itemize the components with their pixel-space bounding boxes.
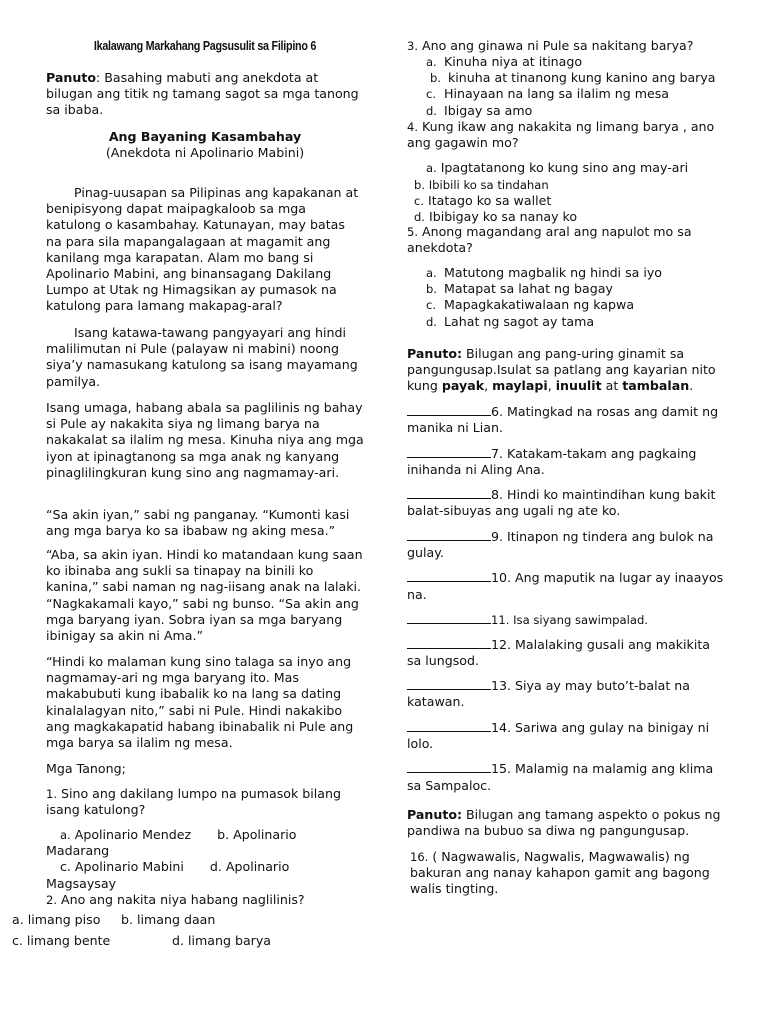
option-text: Ibigay sa amo [444,102,533,118]
instructions-text: : Basahing mabuti ang anekdota at bilugan ang titik ng tamang sagot sa mga tanong sa ibaba. [46,70,359,118]
item-text: Isa siyang sawimpalad. [509,612,648,627]
question-text: Kung ikaw ang nakakita ng limang barya , ano ang gagawin mo? [407,119,715,151]
option-text: Hinayaan na lang sa ilalim ng mesa [444,86,669,102]
instructions-label: Panuto [46,70,96,85]
question-4-option-a [426,160,726,176]
fill-in-item [407,446,727,488]
option-letter: c. [426,298,436,313]
question-4-option-b [414,177,724,193]
fill-in-item [407,487,727,529]
question-4-option-c [414,193,724,209]
option-letter: b. [426,282,437,297]
option-text: Ipagtatanong ko kung sino ang may-ari [440,160,689,175]
item-text: Ang maputik na lugar ay inaayos na. [407,570,724,602]
instructions-text: Bilugan ang pang-uring ginamit sa pangungusap.Isulat sa patlang ang kayarian nito kung [407,346,716,394]
question-number: 1. [46,787,57,801]
option-text: Lahat ng sagot ay tama [444,313,595,329]
option-c-text: c. Apolinario Mabini [60,859,184,875]
fill-in-item [407,404,727,446]
option-text: Matapat sa lahat ng bagay [444,281,613,297]
item-number: 12. [491,636,512,652]
fill-in-item [407,529,727,571]
instructions-label: Panuto: [407,807,463,822]
question-number: 3. [407,39,418,53]
option-a-text: Apolinario Mendez [74,827,192,842]
answer-blank[interactable] [407,612,491,624]
item-number: 9. [491,528,504,544]
item-number: 15. [491,761,512,777]
option-letter: b. [414,178,426,192]
question-3-options [426,54,726,119]
option-letter: d. [426,314,437,329]
story-title: Ang Bayaning Kasambahay [108,129,302,144]
fill-in-item [407,720,727,762]
question-2-option-c: c. limang bente [12,933,111,948]
option-text: kinuha at tinanong kung kanino ang barya [448,70,716,86]
item-text: Hindi ko maintindihan kung bakit balat-sibuyas ang ugali ng ate ko. [407,487,716,519]
question-3 [407,38,727,54]
separator: , [484,378,493,394]
question-5 [407,224,727,256]
answer-blank[interactable] [407,487,491,499]
answer-blank[interactable] [407,637,491,649]
question-5-options [426,265,726,330]
separator: , [547,378,556,394]
item-number: 14. [491,719,512,735]
option-b-text: b. Apolinario [217,827,297,842]
question-2-option-a: a. limang piso [12,912,101,927]
option-text: Matutong magbalik ng hindi sa iyo [444,265,663,280]
exam-title: Ikalawang Markahang Pagsusulit sa Filipino 6 [93,39,317,53]
option-d-text: d. Apolinario [209,859,290,875]
question-number: 4. [407,120,418,134]
item-text: Katakam-takam ang pagkaing inihanda ni Aling Ana. [407,445,697,477]
question-number: 2. [46,893,57,907]
option-b-continued: Madarang [46,843,110,859]
question-4 [407,119,727,151]
question-text: Ano ang ginawa ni Pule sa nakitang barya? [422,38,694,53]
keyword-inuulit: inuulit [555,378,602,394]
item-text: Matingkad na rosas ang damit ng manika ni Lian. [407,404,719,436]
fill-in-item [407,637,727,679]
separator: at [601,378,623,394]
option-letter: c. [426,87,436,102]
story-paragraph-3: Isang umaga, habang abala sa paglilinis ng bahay si Pule ay nakakita siya ng limang barya na nakakalat sa ilalim ng mesa. Kinuha niya ang mga iyon at ipinagtanong sa mga anak ng kanyang pinaglilingkuran kung sino ang nagmamay-ari. [46,400,364,480]
question-text: Sino ang dakilang lumpo na pumasok bilang isang katulong? [46,786,341,818]
fill-in-item [407,570,727,612]
question-number: 5. [407,225,418,239]
questions-heading: Mga Tanong; [46,761,126,776]
answer-blank[interactable] [407,529,491,541]
separator: . [689,378,694,394]
fill-in-list [407,404,727,803]
instructions-1 [46,70,364,119]
question-2-option-d: d. limang barya [172,933,272,948]
fill-in-item [407,612,727,637]
item-number: 6. [491,404,504,419]
keyword-maylapi: maylapi [492,378,548,394]
instructions-3 [407,807,727,839]
story-subtitle: (Anekdota ni Apolinario Mabini) [105,145,305,161]
option-text: Kinuha niya at itinago [444,54,583,69]
question-2-option-b: b. limang daan [121,912,216,927]
item-number: 10. [491,570,512,586]
option-letter: d. [414,210,425,224]
fill-in-item [407,678,727,720]
question-text: Ano ang nakita niya habang naglilinis? [61,892,305,907]
option-text: Ibibili ko sa tindahan [428,178,549,192]
story-paragraph-6: “Hindi ko malaman kung sino talaga sa inyo ang nagmamay-ari ng mga baryang ito. Mas makabubuti kung ibabalik ko na lang sa dating kinalalagyan nito,” sabi ni Pule. Hindi nakakibo ang magkakapatid habang ibinabalik ni Pule ang mga barya sa ilalim ng mesa. [46,654,354,751]
option-letter: a. [426,266,437,280]
option-a-letter: a. [60,828,71,842]
item-text: Itinapon ng tindera ang bulok na gulay. [407,528,714,560]
question-2 [46,892,364,908]
question-text: ( Nagwawalis, Nagwalis, Magwawalis) ng bakuran ang nanay kahapon gamit ang bagong walis tingting. [410,849,710,897]
option-d-continued: Magsaysay [46,875,117,891]
option-text: Mapagkakatiwalaan ng kapwa [444,297,635,313]
item-number: 11. [491,612,510,627]
instructions-text: Bilugan ang tamang aspekto o pokus ng pandiwa na bubuo sa diwa ng pangungusap. [407,807,721,839]
question-1 [46,786,364,818]
answer-blank[interactable] [407,720,491,732]
story-heading [46,129,364,161]
question-1-options [46,827,364,892]
answer-blank[interactable] [407,761,491,773]
option-text: Ibibigay ko sa nanay ko [428,209,578,224]
keyword-payak: payak [441,378,485,394]
question-4-option-d [414,209,724,225]
item-text: Siya ay may buto’t-balat na katawan. [407,678,690,710]
story-paragraph-5: “Aba, sa akin iyan. Hindi ko matandaan kung saan ko ibinaba ang sukli sa tinapay na binili ko kanina,” sabi naman ng nag-iisang anak na lalaki. “Nagkakamali kayo,” sabi ng bunso. “Sa akin ang mga baryang iyan. Sobra iyan sa mga baryang ibinigay sa akin ni Ama.” [46,547,363,644]
option-letter: d. [426,103,437,118]
story-paragraph-2: Isang katawa-tawang pangyayari ang hindi malilimutan ni Pule (palayaw ni mabini) noong siya’y namasukang katulong sa isang mayamang pamilya. [46,325,358,389]
question-text: Anong magandang aral ang napulot mo sa anekdota? [407,224,692,256]
instructions-2 [407,346,727,395]
item-text: Malamig na malamig ang klima sa Sampaloc. [407,761,714,793]
instructions-label: Panuto: [407,346,463,361]
option-letter: a. [426,161,437,175]
story-paragraph-4: “Sa akin iyan,” sabi ng panganay. “Kumonti kasi ang mga barya ko sa ibabaw ng aking mesa.” [46,507,350,539]
answer-blank[interactable] [407,446,491,458]
item-text: Sariwa ang gulay na binigay ni lolo. [407,719,710,751]
question-16 [410,849,730,898]
fill-in-item [407,761,727,803]
answer-blank[interactable] [407,404,491,416]
keyword-tambalan: tambalan [622,378,690,394]
story-paragraph-1: Pinag-uusapan sa Pilipinas ang kapakanan at benipisyong dapat maipagkaloob sa mga katulong o kasambahay. Katunayan, may batas na para sila mapangalagaan at magamit ang kanilang mga karapatan. Alam mo bang si Apolinario Mabini, ang binansagang Dakilang Lumpo at Utak ng Himagsikan ay pumasok na katulong para lamang makapag-aral? [46,185,359,314]
answer-blank[interactable] [407,678,491,690]
option-text: Itatago ko sa wallet [428,193,552,208]
item-number: 7. [491,445,504,461]
option-letter: a. [426,55,437,69]
option-letter: c. [414,194,424,208]
question-number: 16. [410,850,429,864]
option-letter: b. [430,71,441,86]
item-number: 13. [491,678,512,694]
item-number: 8. [491,487,504,503]
item-text: Malalaking gusali ang makikita sa lungsod. [407,636,710,668]
answer-blank[interactable] [407,570,491,582]
